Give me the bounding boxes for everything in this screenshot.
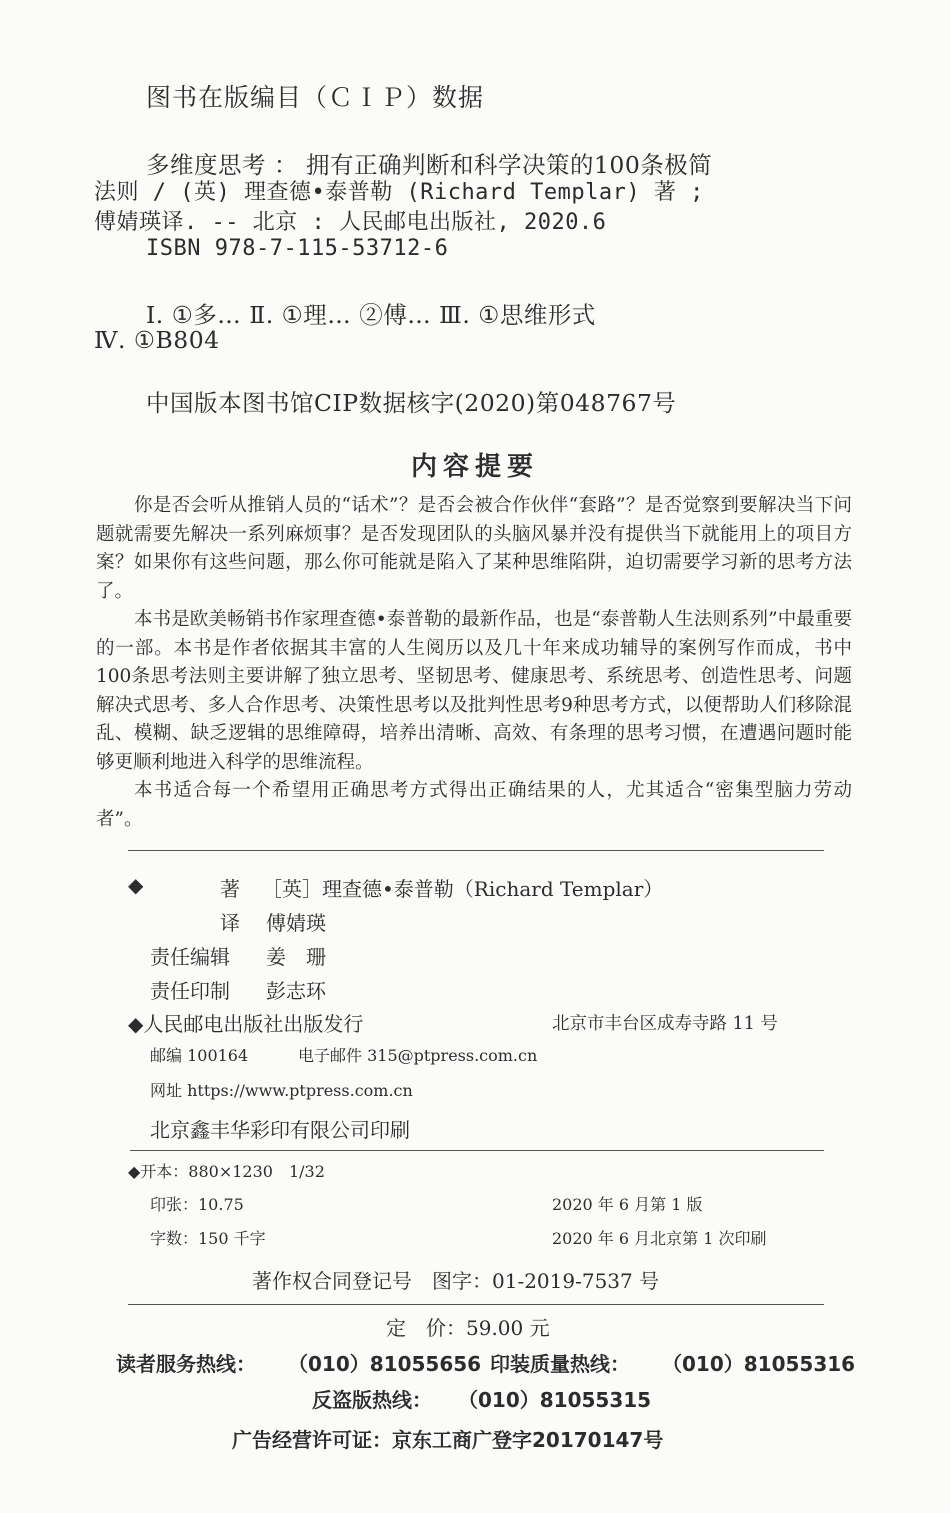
cip-isbn: ISBN 978-7-115-53712-6 — [146, 236, 449, 261]
print-supervisor-label: 责任印制 — [150, 979, 230, 1003]
quality-hotline-label: 印装质量热线： — [490, 1352, 630, 1376]
printing: 2020 年 6 月北京第 1 次印刷 — [552, 1229, 767, 1248]
summary-title: 内容提要 — [410, 452, 539, 482]
printer: 北京鑫丰华彩印有限公司印刷 — [150, 1118, 410, 1142]
cip-heading: 图书在版编目（ＣＩＰ）数据 — [146, 83, 485, 112]
print-supervisor-value: 彭志环 — [266, 979, 326, 1003]
cip-classification-line: Ⅳ. ①B804 — [94, 326, 220, 354]
email: 电子邮件 315@ptpress.com.cn — [298, 1046, 538, 1065]
cip-record-line: 多维度思考 ： 拥有正确判断和科学决策的100条极简 — [146, 151, 713, 179]
summary-paragraph: 本书是欧美畅销书作家理查德•泰普勒的最新作品，也是“泰普勒人生法则系列”中最重要的一部。本书是作者依据其丰富的人生阅历以及几十年来成功辅导的案例写作而成，书中100条思考法则主要讲解了独立思考、坚韧思考、健康思考、系统思考、创造性思考、问题解决式思考、多人合作思考、决策性思考以及批判性思考9种思考方式，以便帮助人们移除混乱、模糊、缺乏逻辑的思维障碍，培养出清晰、高效、有条理的思考习惯，在遭遇问题时能够更顺利地进入科学的思维流程。 — [96, 609, 852, 773]
price: 定 价：59.00 元 — [386, 1316, 550, 1340]
reader-hotline-label: 读者服务热线： — [116, 1352, 256, 1376]
divider — [128, 850, 824, 851]
copyright-registration: 著作权合同登记号 图字：01-2019-7537 号 — [252, 1269, 660, 1293]
cip-record-line: 傅婧瑛译. -- 北京 : 人民邮电出版社, 2020.6 — [94, 210, 607, 235]
cip-record-line: 法则 / (英) 理查德•泰普勒 (Richard Templar) 著 ; — [94, 180, 704, 205]
book-format: ◆开本：880×1230 1/32 — [128, 1162, 325, 1181]
summary-paragraph: 本书适合每一个希望用正确思考方式得出正确结果的人，尤其适合“密集型脑力劳动者”。 — [96, 780, 852, 830]
divider — [130, 1150, 824, 1151]
divider — [128, 1304, 824, 1305]
ad-license: 广告经营许可证：京东工商广登字20170147号 — [232, 1428, 664, 1452]
postcode: 邮编 100164 — [150, 1046, 249, 1065]
edition: 2020 年 6 月第 1 版 — [552, 1195, 703, 1214]
website: 网址 https://www.ptpress.com.cn — [150, 1081, 413, 1100]
author-label: 著 — [220, 877, 240, 901]
publisher: ◆人民邮电出版社出版发行 — [128, 1012, 364, 1036]
reader-hotline-number: （010）81055656 — [288, 1352, 482, 1376]
piracy-hotline-number: （010）81055315 — [458, 1388, 652, 1412]
quality-hotline-number: （010）81055316 — [662, 1352, 856, 1376]
editor-value: 姜 珊 — [266, 945, 326, 969]
translator-value: 傅婧瑛 — [266, 911, 326, 935]
cip-classification-line: Ⅰ. ①多… Ⅱ. ①理… ②傅… Ⅲ. ①思维形式 — [146, 301, 596, 329]
word-count: 字数：150 千字 — [150, 1229, 266, 1248]
publisher-address: 北京市丰台区成寿寺路 11 号 — [552, 1014, 778, 1034]
summary-paragraph: 你是否会听从推销人员的“话术”？是否会被合作伙伴“套路”？是否觉察到要解决当下问题就需要先解决一系列麻烦事？是否发现团队的头脑风暴并没有提供当下就能用上的项目方案？如果你有这些问题，那么你可能就是陷入了某种思维陷阱，迫切需要学习新的思考方法了。 — [96, 495, 852, 602]
piracy-hotline-label: 反盗版热线： — [312, 1388, 432, 1412]
printed-sheets: 印张：10.75 — [150, 1195, 244, 1214]
editor-label: 责任编辑 — [150, 945, 230, 969]
cip-approval-number: 中国版本图书馆CIP数据核字(2020)第048767号 — [146, 389, 677, 417]
author-value: ［英］理查德•泰普勒（Richard Templar） — [262, 877, 664, 901]
translator-label: 译 — [220, 911, 240, 935]
diamond-bullet: ◆ — [128, 873, 144, 897]
